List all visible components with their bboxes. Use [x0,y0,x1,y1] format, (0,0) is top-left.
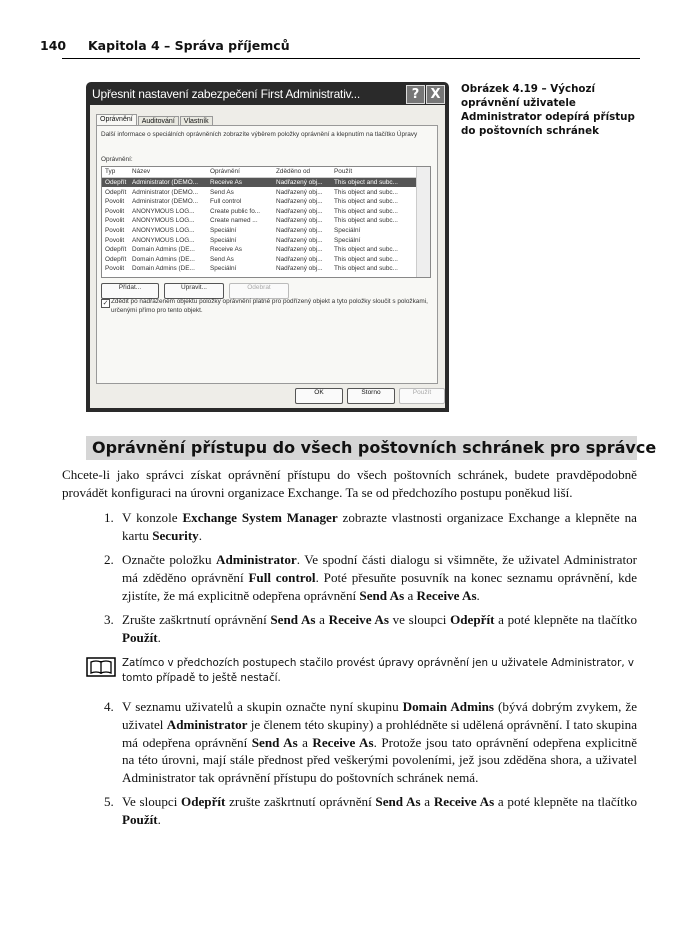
permission-row[interactable] [102,216,416,225]
step-2: 2. Označte položku Administrator. Ve spodní části dialogu si všimněte, že uživatel Administrator má zděděno oprávnění Full control. Poté přesuňte posuvník na konec seznamu oprávnění, kde zjistíte, že má explicitně odepřena oprávnění Send As a Receive As. [104,552,638,603]
cell: Nadřazený obj... [276,198,323,206]
list-header [102,167,416,178]
cell: This object and subc... [334,207,398,215]
cell: Full control [210,198,242,206]
step-1: 1. V konzole Exchange System Manager zobrazte vlastnosti organizace Exchange a klepněte na kartu Security. [104,510,637,543]
remove-button[interactable]: Odebrat [229,283,289,299]
cell: This object and subc... [334,255,398,263]
section-heading: Oprávnění přístupu do všech poštovních schránek pro správce [86,436,637,460]
cell: Odepřít [105,246,127,254]
cell: Povolit [105,227,125,234]
cell: Administrator (DEMO... [132,179,199,186]
cell: Povolit [105,236,125,244]
cell: This object and subc... [334,217,398,225]
cell: This object and subc... [334,188,398,196]
step-text: Ve sloupci Odepřít zrušte zaškrtnutí oprávnění Send As a Receive As a poté klepněte na tlačítko Použít. [122,794,638,827]
step-text: V konzole Exchange System Manager zobrazte vlastnosti organizace Exchange a klepněte na kartu Security. [122,510,637,543]
cell: ANONYMOUS LOG... [132,217,195,225]
cell: This object and subc... [334,246,398,254]
cancel-button[interactable]: Storno [347,388,395,404]
cell: Administrator (DEMO... [132,198,199,206]
cell: Nadřazený obj... [276,227,323,234]
column-type[interactable]: Typ [105,168,116,175]
caption-label: Obrázek 4.19 [461,83,538,95]
step-3: 3. Zrušte zaškrtnutí oprávnění Send As a Receive As ve sloupci Odepřít a poté klepněte na tlačítko Použít. [104,612,638,645]
cell: ANONYMOUS LOG... [132,236,195,244]
chapter-title: Kapitola 4 – Správa příjemců [88,38,290,53]
page-number: 140 [40,38,67,53]
security-dialog-screenshot [86,82,449,412]
cell: Nadřazený obj... [276,255,323,263]
cell: Administrator (DEMO... [132,188,199,196]
info-text: Další informace o speciálních oprávněních zobrazíte výběrem položky oprávnění a klepnutím na tlačítko Úpravy [101,131,418,138]
note-text: Zatímco v předchozích postupech stačilo provést úpravy oprávnění jen u uživatele Administrator, v tomto případě to ještě nestačí. [122,657,634,685]
permission-row[interactable] [102,178,416,187]
tab-owner[interactable]: Vlastník [180,116,213,126]
body-text [62,466,637,836]
step-text: Označte položku Administrator. Ve spodní části dialogu si všimněte, že uživatel Administrator má zděděno oprávnění Full control. Poté přesuňte posuvník na konec seznamu oprávnění, kde zjistíte, že má explicitně odepřena oprávnění Send As a Receive As. [122,552,638,603]
permission-row[interactable] [102,197,416,206]
cell: Send As [210,188,234,196]
cell: Speciální [334,227,361,234]
permission-row[interactable] [102,245,416,254]
permission-row[interactable] [102,264,416,273]
cell: Nadřazený obj... [276,236,323,244]
cell: Povolit [105,198,125,206]
cell: Receive As [210,246,242,254]
cell: Domain Admins (DE... [132,246,195,254]
cell: Speciální [210,265,237,273]
cell: Povolit [105,207,125,215]
permissions-list[interactable] [101,166,431,278]
cell: Nadřazený obj... [276,207,323,215]
dialog-title: Upřesnit nastavení zabezpečení First Administrativ... [92,87,360,101]
permission-row[interactable] [102,255,416,264]
permissions-label: Oprávnění: [101,156,133,163]
note-block [86,656,637,686]
permission-row[interactable] [102,236,416,245]
close-icon[interactable]: X [426,85,445,104]
cell: Povolit [105,217,125,225]
cell: Nadřazený obj... [276,188,323,196]
cell: Nadřazený obj... [276,179,323,186]
permission-row[interactable] [102,188,416,197]
dialog-body [90,105,445,408]
cell: Nadřazený obj... [276,246,323,254]
column-apply[interactable]: Použít [334,168,353,175]
cell: Odepřít [105,255,127,263]
edit-button[interactable]: Upravit... [164,283,224,299]
tab-bar [96,111,214,126]
tab-auditing[interactable]: Auditování [138,116,179,126]
cell: This object and subc... [334,179,398,186]
column-inherited[interactable]: Zděděno od [276,168,311,175]
cell: This object and subc... [334,198,398,206]
inherit-checkbox[interactable]: ✓ [102,300,109,307]
permission-row[interactable] [102,207,416,216]
cell: Speciální [210,236,237,244]
cell: Send As [210,255,234,263]
help-icon[interactable]: ? [406,85,425,104]
step-text: Zrušte zaškrtnutí oprávnění Send As a Receive As ve sloupci Odepřít a poté klepněte na tlačítko Použít. [122,612,638,645]
step-4: 4. V seznamu uživatelů a skupin označte nyní skupinu Domain Admins (bývá dobrým zvykem, že uživatel Administrator je členem této skupiny) a prohlédněte si udělená oprávnění. I tato skupina má odepřena oprávnění Send As a Receive As. Protože jsou tato oprávnění odepřena explicitně na této úrovni, mají stále přednost před veškerými povoleními, jež jsou zděděna shora, a uživatel Administrator tak oprávnění přístupu do poštovních schránek nemá. [104,699,638,785]
cell: This object and subc... [334,265,398,273]
apply-button[interactable]: Použít [399,388,445,404]
cell: Povolit [105,265,125,273]
column-name[interactable]: Název [132,168,151,175]
add-button[interactable]: Přidat... [101,283,159,299]
caption-text: – Výchozí oprávnění uživatele Administrator odepírá přístup do poštovních schránek [461,83,635,137]
cell: Domain Admins (DE... [132,255,195,263]
cell: Create named ... [210,217,258,225]
cell: Create public fo... [210,207,261,215]
cell: Nadřazený obj... [276,217,323,225]
cell: Speciální [210,227,237,234]
book-note-icon [86,657,116,677]
cell: Domain Admins (DE... [132,265,195,273]
column-permission[interactable]: Oprávnění [210,168,240,175]
tab-permissions[interactable]: Oprávnění [96,114,137,126]
cell: Odepřít [105,179,127,186]
step-5: 5. Ve sloupci Odepřít zrušte zaškrtnutí oprávnění Send As a Receive As a poté klepněte na tlačítko Použít. [104,794,638,827]
header-rule [62,58,640,59]
list-scrollbar[interactable] [416,167,430,277]
cell: ANONYMOUS LOG... [132,227,195,234]
permissions-panel [96,125,438,384]
cell: ANONYMOUS LOG... [132,207,195,215]
cell: Speciální [334,236,361,244]
cell: Nadřazený obj... [276,265,323,273]
cell: Receive As [210,179,242,186]
permission-row[interactable] [102,226,416,235]
ok-button[interactable]: OK [295,388,343,404]
inherit-label: Zdědit po nadřazeném objektu položky oprávnění platné pro podřízený objekt a tyto položky sloučit s položkami, určenými přímo pro tento objekt. [111,298,428,314]
cell: Odepřít [105,188,127,196]
intro-paragraph: Chcete-li jako správci získat oprávnění přístupu do všech poštovních schránek, budete pravděpodobně provádět konfiguraci na úrovni organizace Exchange. Ta se od předchozího postupu poněkud liší. [62,467,637,500]
step-text: V seznamu uživatelů a skupin označte nyní skupinu Domain Admins (bývá dobrým zvykem, že uživatel Administrator je členem této skupiny) a prohlédněte si udělená oprávnění. I tato skupina má odepřena oprávnění Send As a Receive As. Protože jsou tato oprávnění odepřena explicitně na této úrovni, mají stále přednost před veškerými povoleními, jež jsou zděděna shora, a uživatel Administrator tak oprávnění přístupu do poštovních schránek nemá. [122,699,638,785]
figure-caption [461,82,641,138]
